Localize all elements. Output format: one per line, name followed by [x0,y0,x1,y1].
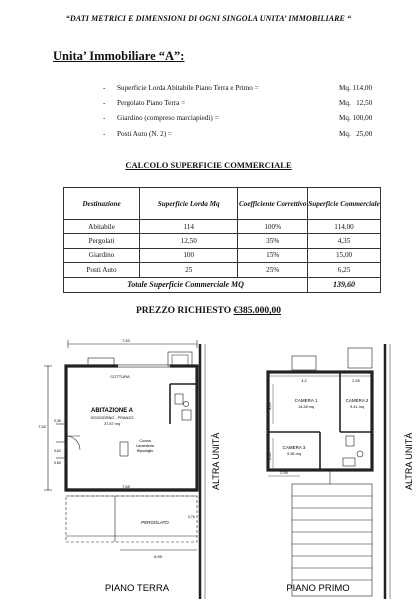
spec-dash: - [103,129,106,138]
table-cell: 12,50 [140,234,238,248]
col-header: Superficie Commerciale [308,188,381,220]
room-sub: SOGGIORNO - PRANZO [90,416,134,420]
spec-row [103,130,393,145]
spec-list [103,84,393,145]
col-header: Coefficiente Correttivo [238,188,308,220]
dim-label: 2,55 [352,379,360,383]
dim-label: 4,2 [301,379,307,383]
table-cell: 114 [140,220,238,234]
floor-plans [0,324,417,605]
dim-label: 7,52 [38,424,46,429]
table-cell: 35% [238,234,308,248]
table-cell: Giardino [64,248,140,262]
commercial-area-table [63,187,381,293]
table-total-row [64,277,381,292]
table-cell: 25 [140,263,238,277]
table-header-row [64,188,381,220]
room-name: ABITAZIONE A [91,408,133,414]
table-row [64,220,381,234]
document-header: “DATI METRICI E DIMENSIONI DI OGNI SINGOLA UNITA’ IMMOBILIARE “ [65,14,352,23]
spec-row [103,99,393,114]
spec-value: Mq. 100,00 [339,114,373,123]
kitchen-label: Lavanderia [136,444,154,448]
spec-label: Pergolato Piano Terra = [117,99,186,108]
col-header: Destinazione [64,188,140,220]
dim-label: 7,65 [122,484,130,489]
calc-title: CALCOLO SUPERFICIE COMMERCIALE [125,160,292,170]
spec-row [103,84,393,99]
spec-dash: - [103,84,106,92]
table-cell: 25% [238,263,308,277]
total-label: Totale Superficie Commerciale MQ [64,277,308,292]
first-floor-caption: PIANO PRIMO [286,583,350,594]
table-cell: Posti Auto [64,263,140,277]
table-cell: Abitabile [64,220,140,234]
total-value: 139,60 [308,277,381,292]
dim-label: 2,55 [268,452,272,460]
room-name: CAMERA 3 [282,445,306,450]
dim-label: 2,55 [280,471,288,475]
kitchen-label: Cucina [139,439,151,443]
price-label: PREZZO RICHIESTO [136,306,234,316]
spec-value: Mq. 25,00 [339,129,373,138]
dim-label: 0,36 [54,419,61,423]
room-name: CAMERA 1 [294,398,318,403]
spec-row [103,114,393,129]
table-cell: Pergolati [64,234,140,248]
dim-label: 3,25 [268,402,272,410]
room-name: CAMERA 2 [345,398,369,403]
spec-label: Superficie Lorda Abitabile Piano Terra e Primo = [117,84,259,92]
ground-floor-caption: PIANO TERRA [104,583,170,594]
spec-dash: - [103,99,106,108]
dim-label: 7,40 [122,338,130,343]
table-cell: 4,35 [308,234,381,248]
table-cell: 114,00 [308,220,381,234]
dim-label: 0,80 [54,461,61,465]
table-row [64,248,381,262]
room-area: 9.41 mq [350,405,364,409]
room-area: 14.28 mq [298,405,314,409]
col-header: Superficie Lorda Mq [140,188,238,220]
table-cell: 15,00 [308,248,381,262]
cottura-label: COTTURA [110,374,130,379]
spec-dash: - [103,114,106,123]
pergola-label: PERGOLATO [141,520,169,525]
table-cell: 6,25 [308,263,381,277]
table-cell: 100 [140,248,238,262]
floor-plans-drawing [0,324,417,600]
spec-label: Posti Auto (N. 2) = [117,129,172,138]
price-amount: €385.000,00 [233,306,281,316]
dim-label: 0,76 [188,515,195,519]
neighbor-unit-label: ALTRA UNITÀ [404,432,414,490]
table-cell: 15% [238,248,308,262]
room-area: 9.36 mq [287,452,301,456]
table-row [64,234,381,248]
kitchen-label: Ripostiglio [136,449,154,453]
unit-title: Unita’ Immobiliare “A”: [53,49,185,63]
dim-label: 6,95 [154,554,162,559]
spec-value: Mq. 12,50 [339,99,373,108]
table-cell: 100% [238,220,308,234]
spec-label: Giardino (compreso marciapiedi) = [117,114,219,123]
dim-label: 0,62 [54,449,61,453]
neighbor-unit-label: ALTRA UNITÀ [211,432,221,490]
asking-price [0,306,417,316]
table-row [64,263,381,277]
spec-value: Mq. 114,00 [339,84,373,92]
room-area: 37.87 mq [104,422,120,426]
